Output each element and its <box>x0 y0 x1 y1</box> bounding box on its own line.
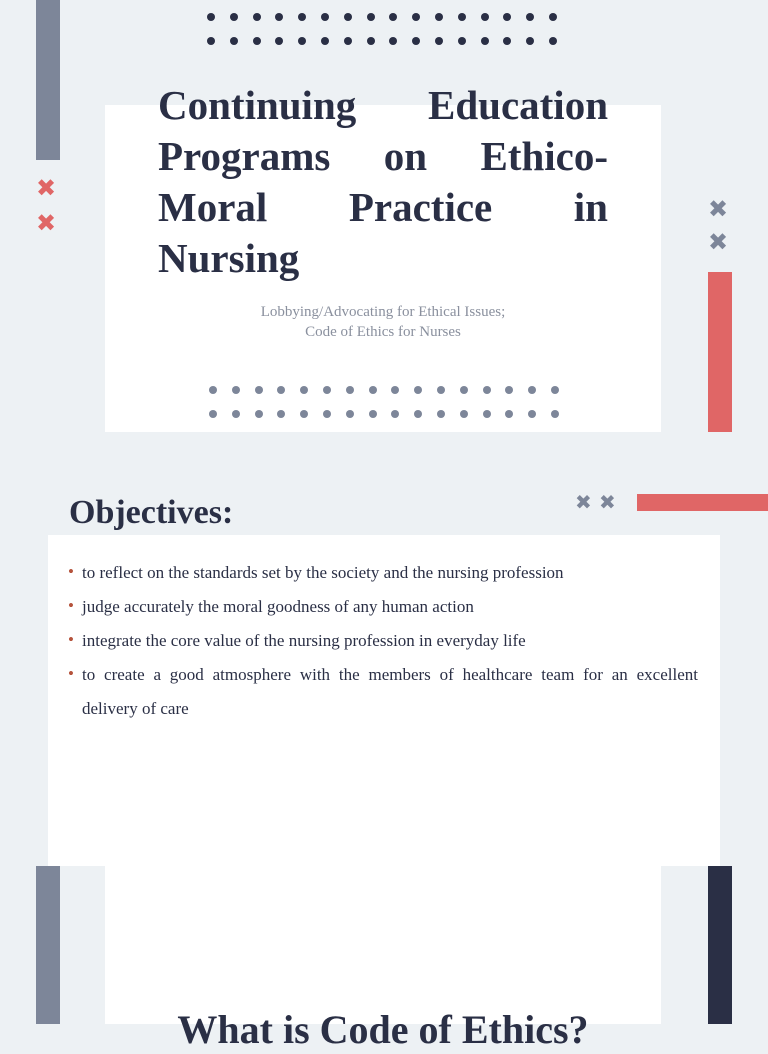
decor-bar-navy-bottom-right <box>708 866 732 1024</box>
decor-bar-red-horizontal <box>637 494 768 511</box>
decor-x-icon: ✖ <box>36 174 57 202</box>
list-item: • integrate the core value of the nursing profession in everyday life <box>68 624 698 658</box>
next-slide-title: What is Code of Ethics? <box>177 1007 589 1052</box>
objectives-list <box>68 556 698 726</box>
slide-subtitle <box>105 302 661 342</box>
decor-x-icon: ✖ <box>708 195 729 223</box>
decor-bar-gray-bottom-left <box>36 866 60 1024</box>
decor-dot-grid-card <box>209 386 559 418</box>
list-item: • judge accurately the moral goodness of any human action <box>68 590 698 624</box>
decor-dot-grid-top <box>207 13 557 45</box>
decor-bar-red-right <box>708 272 732 432</box>
objectives-heading: Objectives: <box>69 494 234 531</box>
next-slide-card <box>105 866 661 1024</box>
decor-bar-gray-top-left <box>36 0 60 160</box>
slide-title: Continuing Education Programs on Ethico-Moral Practice in Nursing <box>158 82 608 281</box>
decor-x-icon: ✖ <box>575 490 592 514</box>
subtitle-line-2: Code of Ethics for Nurses <box>305 324 461 340</box>
decor-x-icon: ✖ <box>36 209 57 237</box>
decor-x-icon: ✖ <box>708 228 729 256</box>
decor-x-icon: ✖ <box>599 490 616 514</box>
list-item: • to reflect on the standards set by the society and the nursing profession <box>68 556 698 590</box>
subtitle-line-1: Lobbying/Advocating for Ethical Issues; <box>260 304 506 320</box>
list-item: • to create a good atmosphere with the members of healthcare team for an excellent delivery of care <box>68 658 698 726</box>
